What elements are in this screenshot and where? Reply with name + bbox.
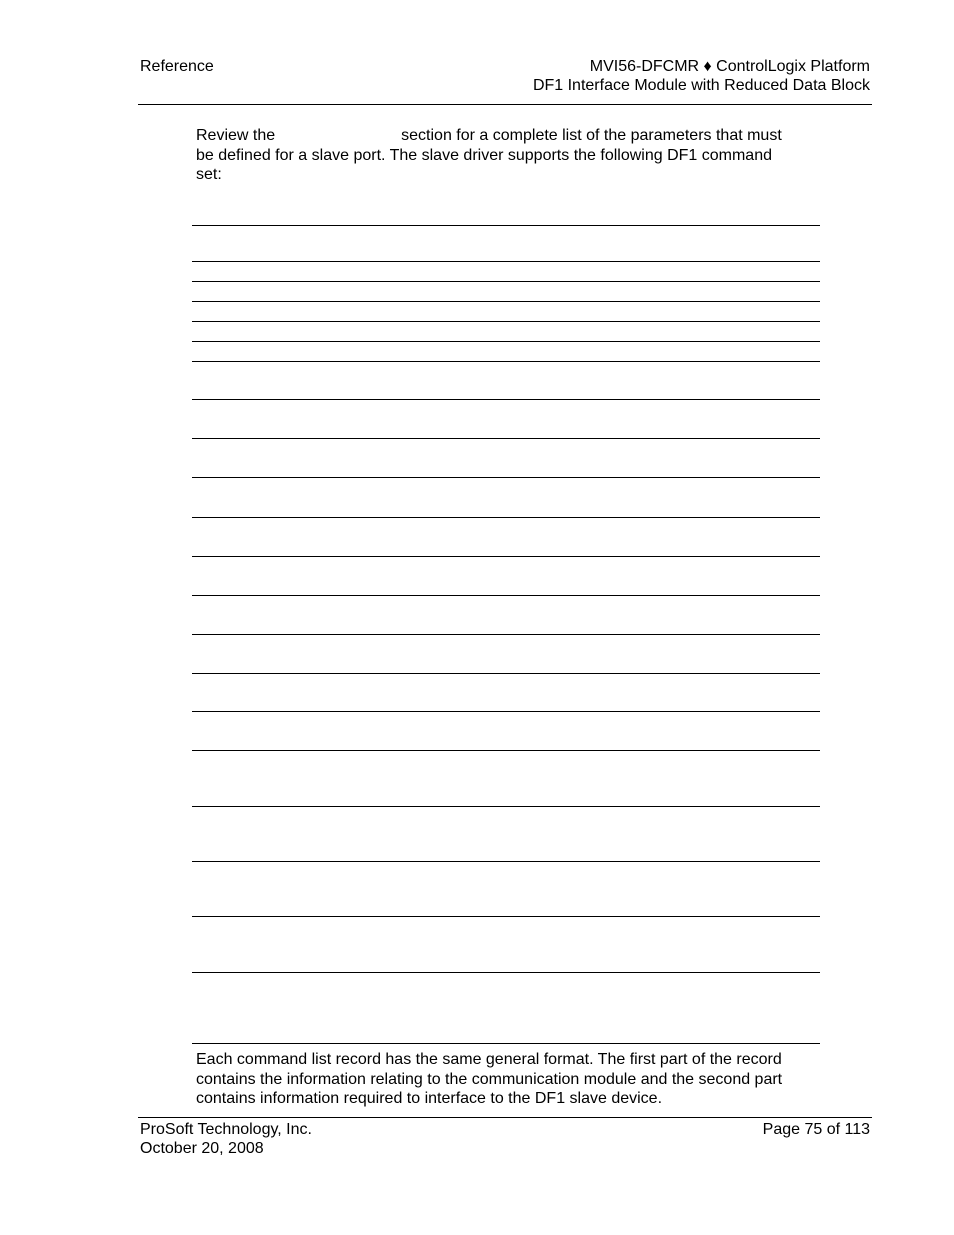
closing-paragraph: Each command list record has the same general format. The first part of the record contains the information relating to the communication module and the second part contains information required to interface to the DF1 slave device. — [196, 1051, 783, 1107]
table-rule — [192, 634, 820, 635]
table-rule — [192, 711, 820, 712]
intro-text-rest: section for a complete list of the parameters that must be defined for a slave port. The slave driver supports the following DF1 command set: — [196, 127, 782, 183]
table-rule — [192, 281, 820, 282]
table-rule — [192, 341, 820, 342]
table-rule — [192, 595, 820, 596]
footer-company: ProSoft Technology, Inc. — [140, 1121, 312, 1138]
table-rule — [192, 806, 820, 807]
table-rule — [192, 399, 820, 400]
intro-paragraph — [196, 126, 796, 185]
table-rule — [192, 673, 820, 674]
table-rule — [192, 477, 820, 478]
table-rule — [192, 517, 820, 518]
table-rule — [192, 301, 820, 302]
table-rule — [192, 750, 820, 751]
header-section: Reference — [140, 58, 214, 75]
header-rule — [138, 104, 872, 105]
footer-rule — [138, 1117, 872, 1118]
table-rule — [192, 556, 820, 557]
table-rule — [192, 1043, 820, 1044]
footer-date: October 20, 2008 — [140, 1140, 264, 1157]
table-rule — [192, 916, 820, 917]
table-rule — [192, 225, 820, 226]
header-product-line2: DF1 Interface Module with Reduced Data Block — [532, 77, 870, 94]
table-rule — [192, 972, 820, 973]
table-rule — [192, 438, 820, 439]
table-rule — [192, 261, 820, 262]
table-rule — [192, 861, 820, 862]
table-rule — [192, 321, 820, 322]
table-rule — [192, 361, 820, 362]
intro-text-start: Review the — [196, 127, 276, 144]
header-product-line1: MVI56-DFCMR ♦ ControlLogix Platform — [589, 58, 870, 75]
footer-page-number: Page 75 of 113 — [762, 1121, 870, 1138]
